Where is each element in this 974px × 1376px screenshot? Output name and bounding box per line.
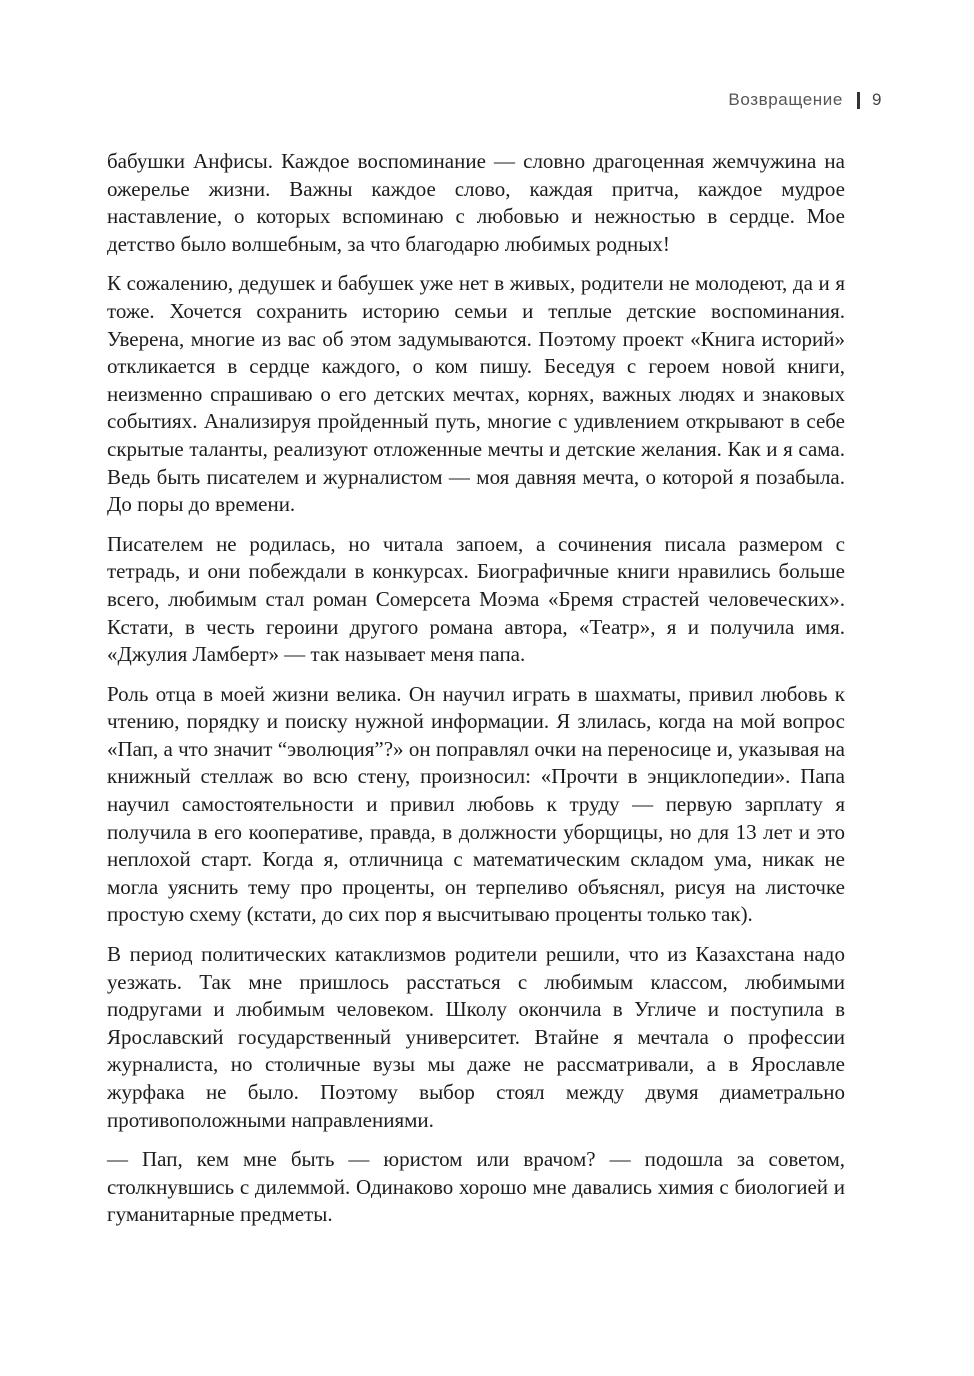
header-separator [857,92,860,109]
paragraph: Роль отца в моей жизни велика. Он научил играть в шахматы, привил любовь к чтению, порядку и поиску нужной информации. Я злилась, когда на мой вопрос «Пап, а что значит “эволюция”?» он поправлял очки на переносице и, указывая на книжный стеллаж во всю стену, произносил: «Прочти в энциклопедии». Папа научил самостоятельности и привил любовь к труду — первую зарплату я получила в его кооперативе, правда, в должности уборщицы, но для 13 лет и это неплохой старт. Когда я, отличница с математическим складом ума, никак не могла уяснить тему про проценты, он терпеливо объяснял, рисуя на листочке простую схему (кстати, до сих пор я высчитываю проценты только так). [107,681,845,927]
paragraph: — Пап, кем мне быть — юристом или врачом? — подошла за советом, столкнувшись с дилеммой. Одинаково хорошо мне давались химия с биологией и гуманитарные предметы. [107,1147,845,1227]
running-head [728,88,882,112]
paragraph: В период политических катаклизмов родители решили, что из Казахстана надо уезжать. Так мне пришлось расстаться с любимым классом, любимыми подругами и любимым человеком. Школу окончила в Угличе и поступила в Ярославский государственный университет. Втайне я мечтала о профессии журналиста, но столичные вузы мы даже не рассматривали, а в Ярославле журфака не было. Поэтому выбор стоял между двумя диаметрально противоположными направлениями. [107,942,845,1132]
paragraph: К сожалению, дедушек и бабушек уже нет в живых, родители не молодеют, да и я тоже. Хочется сохранить историю семьи и теплые детские воспоминания. Уверена, многие из вас об этом задумываются. Поэтому проект «Книга историй» откликается в сердце каждого, о ком пишу. Беседуя с героем новой книги, неизменно спрашиваю о его детских мечтах, корнях, важных людях и знаковых событиях. Анализируя пройденный путь, многие с удивлением открывают в себе скрытые таланты, реализуют отложенные мечты и детские желания. Как и я сама. Ведь быть писателем и журналистом — моя давняя мечта, о которой я позабыла. До поры до времени. [107,271,845,517]
paragraph: Писателем не родилась, но читала запоем, а сочинения писала размером с тетрадь, и они побеждали в конкурсах. Биографичные книги нравились больше всего, любимым стал роман Сомерсета Моэма «Бремя страстей человеческих». Кстати, в честь героини другого романа автора, «Театр», я и получила имя. «Джулия Ламберт» — так называет меня папа. [107,531,845,667]
paragraph: бабушки Анфисы. Каждое воспоминание — словно драгоценная жемчужина на ожерелье жизни. Важны каждое слово, каждая притча, каждое мудрое наставление, о которых вспоминаю с любовью и нежностью в сердце. Мое детство было волшебным, за что благодарю любимых родных! [107,149,845,256]
section-title: Возвращение [728,90,843,109]
body-text [107,148,845,1241]
page-number: 9 [871,90,882,109]
